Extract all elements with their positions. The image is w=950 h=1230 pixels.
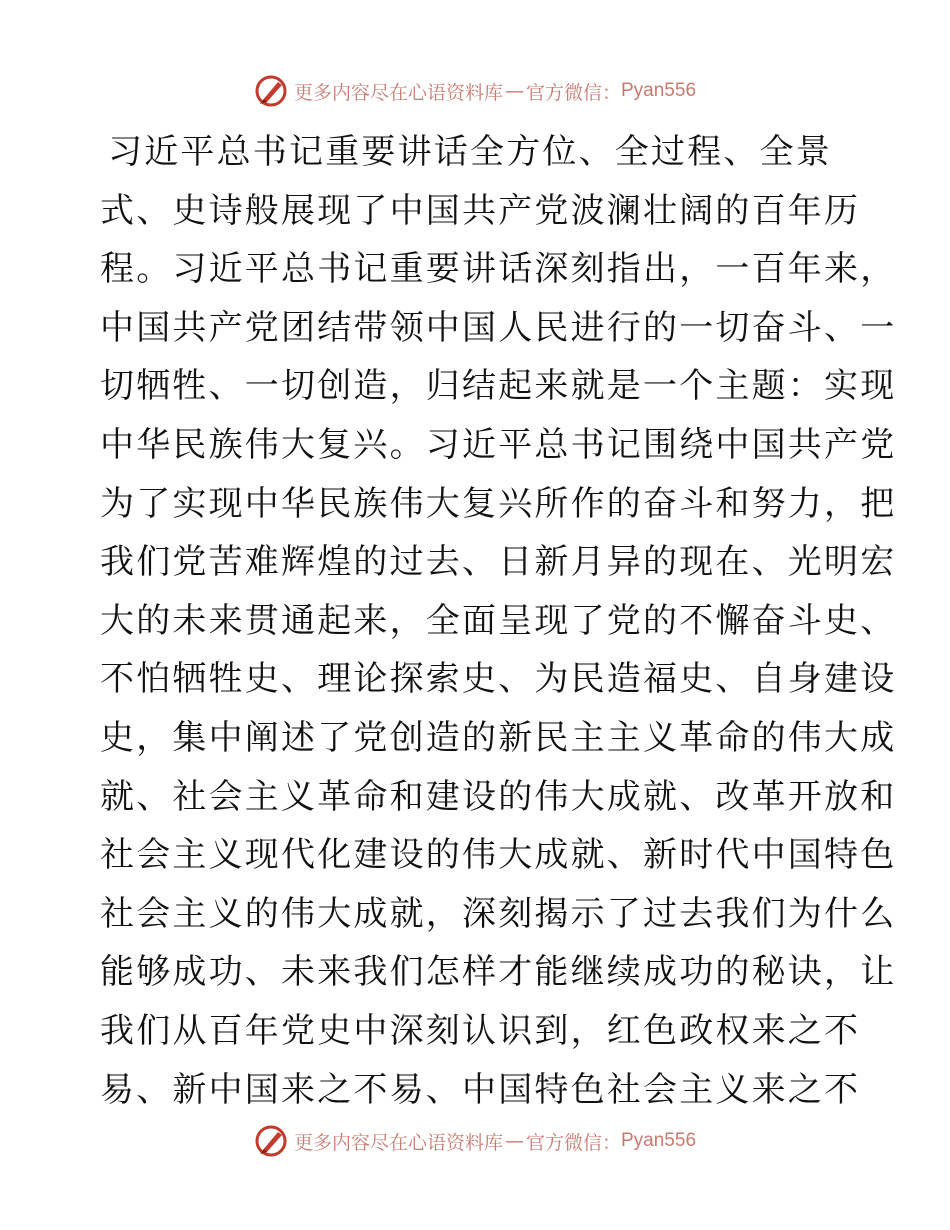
text-line: 中华民族伟大复兴。习近平总书记围绕中国共产党	[100, 424, 897, 465]
text-line: 式、史诗般展现了中国共产党波澜壮阔的百年历	[100, 190, 861, 231]
text-line: 我们从百年党史中深刻认识到，红色政权来之不	[100, 1010, 861, 1051]
header-watermark	[0, 71, 950, 111]
text-line: 能够成功、未来我们怎样才能继续成功的秘诀，让	[100, 952, 897, 993]
watermark-text	[294, 78, 696, 105]
watermark-wechat-label: 官方微信：	[525, 1131, 621, 1154]
text-line: 史，集中阐述了党创造的新民主主义革命的伟大成	[100, 717, 897, 758]
watermark-separator: —	[504, 80, 524, 102]
watermark-wechat-id: Pyan556	[621, 1130, 697, 1151]
watermark-separator: —	[504, 1130, 524, 1152]
text-line: 中国共产党团结带领中国人民进行的一切奋斗、一	[100, 307, 897, 348]
text-line: 不怕牺牲史、理论探索史、为民造福史、自身建设	[100, 659, 897, 700]
text-line: 切牺牲、一切创造，归结起来就是一个主题：实现	[100, 366, 897, 407]
text-line: 社会主义的伟大成就，深刻揭示了过去我们为什么	[100, 893, 897, 934]
text-line: 社会主义现代化建设的伟大成就、新时代中国特色	[100, 835, 897, 876]
footer-watermark	[0, 1121, 950, 1161]
pen-logo-icon	[254, 74, 288, 108]
pen-logo-icon	[254, 1124, 288, 1158]
document-body	[100, 123, 897, 1119]
text-line: 习近平总书记重要讲话全方位、全过程、全景	[108, 132, 832, 172]
text-line: 程。习近平总书记重要讲话深刻指出，一百年来，	[100, 249, 897, 290]
watermark-wechat-label: 官方微信：	[525, 81, 621, 104]
watermark-title: 更多内容尽在心语资料库	[293, 1131, 503, 1154]
text-line: 就、社会主义革命和建设的伟大成就、改革开放和	[100, 776, 897, 817]
text-line: 我们党苦难辉煌的过去、日新月异的现在、光明宏	[100, 542, 897, 583]
text-line: 易、新中国来之不易、中国特色社会主义来之不	[100, 1069, 861, 1110]
text-line: 为了实现中华民族伟大复兴所作的奋斗和努力，把	[100, 483, 897, 524]
text-line: 大的未来贯通起来，全面呈现了党的不懈奋斗史、	[100, 600, 897, 641]
watermark-wechat-id: Pyan556	[621, 80, 697, 101]
watermark-title: 更多内容尽在心语资料库	[293, 81, 503, 104]
watermark-text	[294, 1128, 696, 1155]
